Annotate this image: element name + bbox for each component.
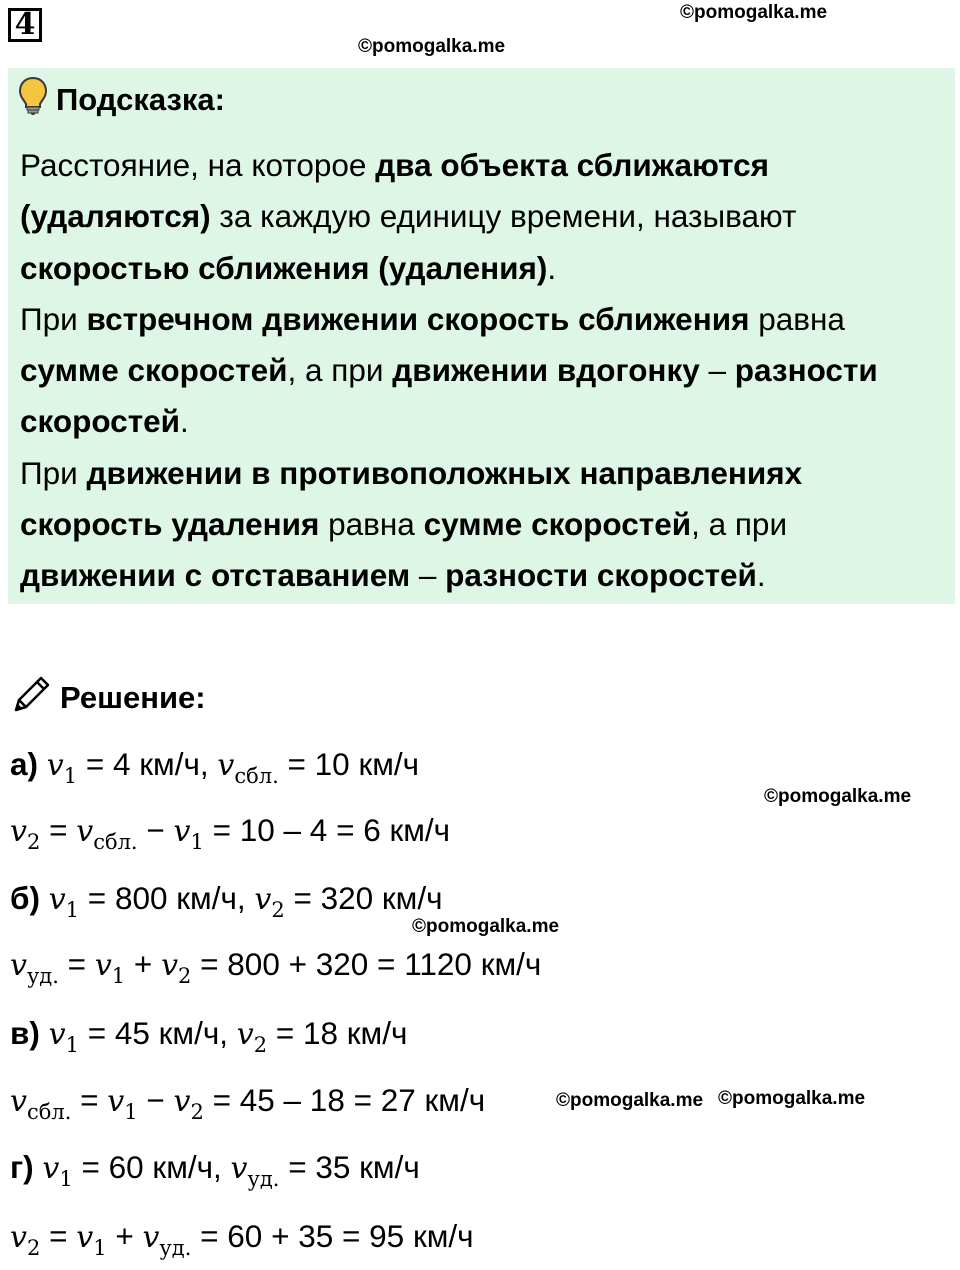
math-text: = [40, 812, 77, 848]
math-text: − [137, 1082, 174, 1118]
watermark: ©pomogalka.me [680, 2, 828, 23]
solution-line-c2 [10, 1078, 485, 1134]
hint-box [8, 68, 955, 604]
math-sub: 2 [253, 1033, 268, 1057]
math-sub: 1 [65, 1033, 79, 1057]
math-sub: сбл. [234, 764, 279, 788]
math-text: = 35 км/ч [279, 1149, 420, 1185]
solution-heading [10, 672, 206, 724]
math-text: = [58, 946, 95, 982]
item-label: а) [10, 746, 39, 782]
text: за каждую единицу времени, называют [210, 198, 797, 235]
math-text: = 45 – 18 = 27 км/ч [203, 1082, 486, 1118]
hint-paragraph [20, 140, 935, 294]
text: , а при [287, 352, 393, 389]
math-var: v [217, 748, 235, 783]
math-text: = 10 км/ч [278, 746, 420, 782]
text: При [20, 300, 87, 337]
math-sub: 2 [26, 830, 41, 854]
math-var: v [48, 1017, 66, 1052]
solution-line-a1 [10, 742, 419, 798]
math-sub: 1 [111, 964, 126, 988]
hint-text [20, 140, 935, 602]
hint-title: Подсказка: [56, 82, 225, 117]
math-sub: 1 [65, 898, 80, 922]
math-sub: 1 [93, 1236, 107, 1260]
solution-line-b2 [10, 942, 541, 998]
math-sub: сбл. [26, 1100, 72, 1124]
watermark: ©pomogalka.me [556, 1090, 704, 1111]
text: – [699, 352, 735, 389]
bold-text: движении вдогонку [392, 352, 700, 389]
math-var: v [254, 882, 272, 917]
math-var: v [76, 1220, 94, 1255]
watermark: ©pomogalka.me [764, 786, 912, 807]
task-number: 4 [8, 8, 42, 42]
math-var: v [107, 1084, 125, 1119]
math-text: = 45 км/ч, [78, 1015, 237, 1051]
math-text: = 60 км/ч, [72, 1149, 231, 1185]
bold-text: сумме скоростей [423, 506, 692, 543]
bold-text: движении в противоположных направлениях скорость удаления [20, 454, 803, 543]
math-var: v [10, 1220, 27, 1255]
math-text: = 60 + 35 = 95 км/ч [191, 1218, 474, 1254]
bold-text: встречном движении скорость сближения [86, 300, 750, 337]
math-sub: 2 [26, 1236, 41, 1260]
text: . [180, 403, 189, 440]
bold-text: разности скоростей [445, 557, 757, 594]
math-var: v [230, 1151, 248, 1186]
math-var: v [10, 948, 27, 983]
item-label: в) [10, 1015, 40, 1051]
item-label: г) [10, 1149, 34, 1185]
hint-paragraph [20, 448, 935, 602]
solution-line-d2 [10, 1214, 474, 1270]
math-text: − [137, 812, 174, 848]
math-var: v [142, 1220, 160, 1255]
text: равна [319, 506, 424, 543]
math-var: v [94, 948, 112, 983]
bold-text: скоростью сближения (удаления) [20, 249, 548, 286]
math-sub: 2 [190, 1100, 204, 1124]
text: При [20, 454, 87, 491]
bold-text: два объекта сближаются (удаляются) [20, 147, 770, 235]
math-var: v [10, 1084, 27, 1119]
item-label: б) [10, 880, 40, 916]
solution-line-a2 [10, 808, 450, 864]
text: , а при [691, 506, 788, 543]
math-sub: 1 [63, 764, 78, 788]
math-var: v [161, 948, 179, 983]
bold-text: сумме скоростей [20, 352, 288, 389]
math-text: = 800 + 320 = 1120 км/ч [191, 946, 542, 982]
hint-paragraph [20, 294, 935, 448]
math-text: = 320 км/ч [284, 880, 443, 916]
math-text: + [125, 946, 162, 982]
math-var: v [76, 814, 94, 849]
text: . [547, 249, 557, 286]
hint-heading [18, 78, 225, 122]
math-text: = [40, 1218, 77, 1254]
watermark: ©pomogalka.me [412, 916, 560, 937]
math-var: v [173, 1084, 191, 1119]
math-var: v [48, 882, 66, 917]
math-var: v [236, 1017, 254, 1052]
solution-line-d1 [10, 1145, 420, 1201]
math-text: + [106, 1218, 143, 1254]
math-var: v [173, 814, 191, 849]
math-sub: уд. [247, 1167, 280, 1191]
math-sub: 1 [124, 1100, 138, 1124]
math-text: = 800 км/ч, [79, 880, 255, 916]
math-sub: 2 [178, 964, 192, 988]
solution-line-b1 [10, 876, 443, 932]
pencil-icon [10, 672, 54, 724]
math-var: v [10, 814, 27, 849]
math-sub: 1 [59, 1167, 73, 1191]
math-sub: уд. [26, 964, 59, 988]
math-sub: 1 [190, 830, 204, 854]
solution-line-c1 [10, 1011, 407, 1067]
math-var: v [46, 748, 64, 783]
solution-title: Решение: [60, 680, 206, 715]
bold-text: разности скоростей [20, 352, 878, 440]
text: – [410, 557, 446, 594]
text: Расстояние, на которое [20, 147, 376, 183]
math-text: = 10 – 4 = 6 км/ч [203, 812, 451, 848]
math-text: = 4 км/ч, [77, 746, 218, 782]
math-sub: сбл. [93, 830, 138, 854]
bold-text: движении с отставанием [20, 557, 411, 594]
text: равна [749, 300, 845, 337]
lightbulb-icon [18, 76, 48, 124]
text: . [756, 557, 766, 594]
math-text: = [71, 1082, 108, 1118]
math-var: v [42, 1151, 60, 1186]
watermark: ©pomogalka.me [358, 36, 506, 57]
math-sub: уд. [159, 1236, 192, 1260]
watermark: ©pomogalka.me [718, 1088, 866, 1109]
math-text: = 18 км/ч [267, 1015, 408, 1051]
math-sub: 2 [271, 898, 285, 922]
